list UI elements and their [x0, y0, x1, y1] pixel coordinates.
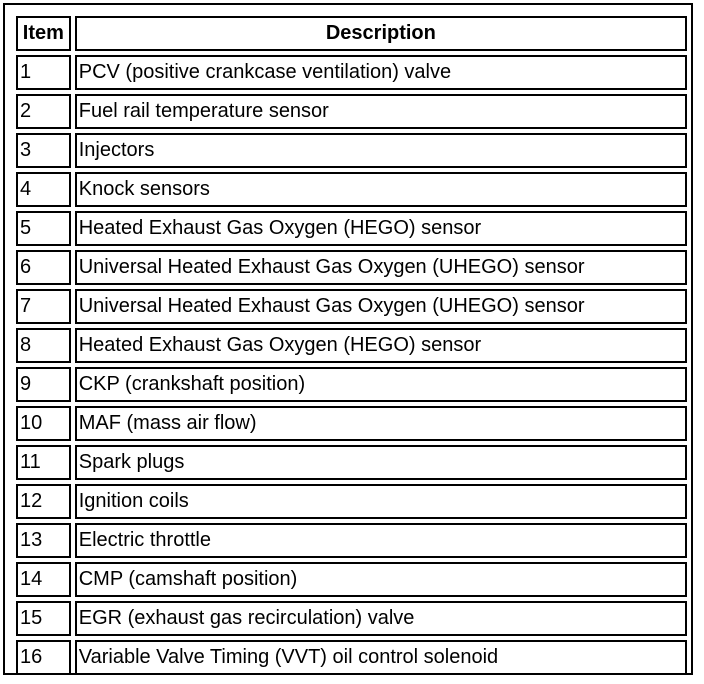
item-description-cell: Heated Exhaust Gas Oxygen (HEGO) sensor — [75, 328, 687, 363]
item-description-cell: PCV (positive crankcase ventilation) valve — [75, 55, 687, 90]
table-body — [16, 55, 687, 675]
column-header-description: Description — [75, 16, 687, 51]
table-row — [16, 601, 687, 636]
item-description-cell: EGR (exhaust gas recirculation) valve — [75, 601, 687, 636]
item-description-cell: MAF (mass air flow) — [75, 406, 687, 441]
item-description-cell: Variable Valve Timing (VVT) oil control solenoid — [75, 640, 687, 675]
item-number-cell: 1 — [16, 55, 71, 90]
item-number-cell: 10 — [16, 406, 71, 441]
table-row — [16, 367, 687, 402]
item-description-cell: Spark plugs — [75, 445, 687, 480]
table-row — [16, 55, 687, 90]
table-row — [16, 406, 687, 441]
item-description-cell: Heated Exhaust Gas Oxygen (HEGO) sensor — [75, 211, 687, 246]
item-description-cell: CMP (camshaft position) — [75, 562, 687, 597]
item-number-cell: 4 — [16, 172, 71, 207]
item-number-cell: 9 — [16, 367, 71, 402]
item-number-cell: 13 — [16, 523, 71, 558]
item-number-cell: 14 — [16, 562, 71, 597]
table-row — [16, 211, 687, 246]
parts-table — [12, 12, 691, 679]
table-row — [16, 328, 687, 363]
item-number-cell: 3 — [16, 133, 71, 168]
table-frame — [3, 3, 693, 675]
item-description-cell: Injectors — [75, 133, 687, 168]
item-number-cell: 7 — [16, 289, 71, 324]
item-number-cell: 16 — [16, 640, 71, 675]
item-description-cell: Ignition coils — [75, 484, 687, 519]
table-row — [16, 250, 687, 285]
table-row — [16, 562, 687, 597]
item-number-cell: 8 — [16, 328, 71, 363]
item-number-cell: 12 — [16, 484, 71, 519]
table-row — [16, 133, 687, 168]
item-number-cell: 6 — [16, 250, 71, 285]
item-description-cell: Electric throttle — [75, 523, 687, 558]
item-number-cell: 11 — [16, 445, 71, 480]
table-row — [16, 484, 687, 519]
item-description-cell: Fuel rail temperature sensor — [75, 94, 687, 129]
table-row — [16, 172, 687, 207]
item-description-cell: CKP (crankshaft position) — [75, 367, 687, 402]
table-row — [16, 94, 687, 129]
item-number-cell: 5 — [16, 211, 71, 246]
column-header-item: Item — [16, 16, 71, 51]
item-number-cell: 15 — [16, 601, 71, 636]
table-row — [16, 523, 687, 558]
table-header-row — [16, 16, 687, 51]
table-row — [16, 445, 687, 480]
table-row — [16, 640, 687, 675]
table-row — [16, 289, 687, 324]
item-description-cell: Universal Heated Exhaust Gas Oxygen (UHEGO) sensor — [75, 250, 687, 285]
item-number-cell: 2 — [16, 94, 71, 129]
item-description-cell: Universal Heated Exhaust Gas Oxygen (UHEGO) sensor — [75, 289, 687, 324]
item-description-cell: Knock sensors — [75, 172, 687, 207]
